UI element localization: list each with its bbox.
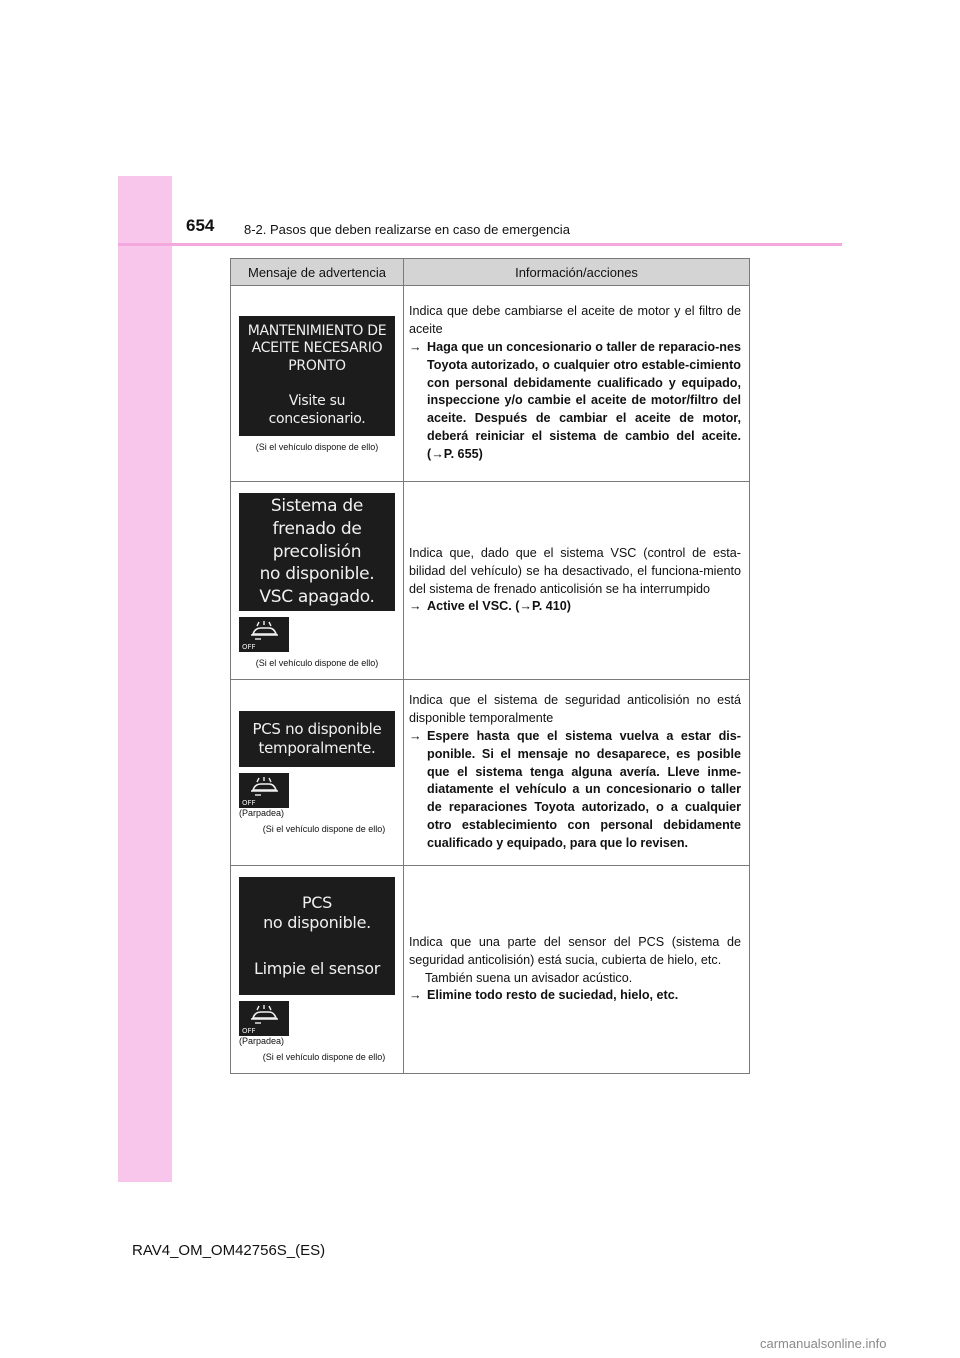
- table-row: [231, 680, 750, 866]
- side-color-band: [118, 176, 172, 1182]
- display-line: Visite su: [288, 393, 346, 410]
- arrow-icon: →: [409, 729, 422, 743]
- display-line: no disponible.: [259, 564, 375, 585]
- action-text: Active el VSC. (→P. 410): [427, 599, 571, 614]
- arrow-icon: →: [409, 340, 422, 354]
- table-row: [231, 482, 750, 680]
- availability-caption: (Si el vehículo dispone de ello): [255, 441, 379, 452]
- arrow-icon: →: [409, 988, 422, 1003]
- blink-label: (Parpadea): [239, 1036, 285, 1046]
- warning-message-cell: [231, 482, 404, 680]
- info-cell: [404, 680, 750, 866]
- table-header-row: [231, 259, 750, 286]
- action-item: [409, 339, 741, 464]
- display-line: no disponible.: [263, 913, 371, 932]
- availability-caption: (Si el vehículo dispone de ello): [262, 1052, 386, 1062]
- info-cell: [404, 286, 750, 482]
- arrow-icon: →: [409, 599, 422, 614]
- display-line: PCS no disponible: [252, 720, 382, 739]
- watermark: carmanualsonline.info: [760, 1336, 887, 1351]
- pcs-off-icon: [239, 773, 289, 808]
- info-text: Indica que debe cambiarse el aceite de motor y el filtro de aceite: [409, 304, 741, 337]
- document-code: RAV4_OM_OM42756S_(ES): [132, 1242, 326, 1259]
- display-line: precolisión: [272, 541, 362, 562]
- column-header-message: Mensaje de advertencia: [231, 259, 404, 286]
- warning-display-pcs-sensor: [239, 877, 395, 995]
- display-line: PCS: [301, 893, 333, 912]
- display-line: MANTENIMIENTO DE: [247, 322, 387, 339]
- pcs-off-icon: [239, 617, 289, 652]
- action-text: Haga que un concesionario o taller de reparacio-nes Toyota autorizado, o cualquier otro estable-cimiento con personal debidamente cualificado y equipado, inspeccione y/o cambie el aceite de motor/filtro del aceite. Después de cambiar el aceite de motor, deberá reiniciar el sistema de cambio del aceite. (→P. 655): [427, 340, 741, 461]
- action-item: [409, 598, 741, 616]
- warning-message-cell: [231, 866, 404, 1074]
- availability-caption: (Si el vehículo dispone de ello): [255, 658, 379, 668]
- display-line: Sistema de: [270, 496, 364, 517]
- warning-message-cell: [231, 286, 404, 482]
- pcs-off-icon: [239, 1001, 289, 1036]
- table-row: [231, 866, 750, 1074]
- action-text: Espere hasta que el sistema vuelva a estar dis-ponible. Si el mensaje no desaparece, es posible que el sistema tenga alguna avería. Lleve inme-diatamente el vehículo a un concesionario o taller de reparaciones Toyota autorizado, o a cualquier otro establecimiento con personal debidamente cualificado y equipado, para que lo revisen.: [427, 729, 741, 850]
- info-text: Indica que el sistema de seguridad anticolisión no está disponible temporalmente: [409, 693, 741, 726]
- warning-display-pcs-vsc: [239, 493, 395, 611]
- info-text: Indica que, dado que el sistema VSC (control de esta-bilidad del vehículo) se ha desactivado, el funciona-miento del sistema de frenado anticolisión se ha interrumpido: [409, 545, 741, 596]
- availability-caption: (Si el vehículo dispone de ello): [262, 824, 386, 834]
- display-line: concesionario.: [268, 410, 366, 427]
- display-line: ACEITE NECESARIO: [251, 340, 383, 357]
- warning-message-cell: [231, 680, 404, 866]
- display-line: Limpie el sensor: [253, 959, 381, 978]
- icon-off-label: OFF: [242, 643, 256, 651]
- icon-off-label: OFF: [242, 799, 256, 807]
- info-cell: [404, 866, 750, 1074]
- action-text: Elimine todo resto de suciedad, hielo, etc.: [427, 988, 679, 1003]
- info-extra-text: También suena un avisador acústico.: [425, 970, 633, 985]
- info-text: Indica que una parte del sensor del PCS (sistema de seguridad anticolisión) está sucia, cubierta de hielo, etc.: [409, 934, 741, 967]
- warning-message-table: [230, 258, 750, 1074]
- display-line: VSC apagado.: [259, 587, 375, 608]
- table-row: [231, 286, 750, 482]
- warning-display-pcs-temp: [239, 711, 395, 767]
- page-number: 654: [186, 216, 215, 235]
- header-rule: [118, 243, 842, 246]
- blink-label: (Parpadea): [239, 808, 285, 818]
- action-item: [409, 728, 741, 853]
- column-header-info: Información/acciones: [404, 259, 750, 286]
- section-title: 8-2. Pasos que deben realizarse en caso de emergencia: [244, 222, 570, 237]
- action-item: [409, 987, 741, 1005]
- display-line: temporalmente.: [258, 739, 376, 757]
- warning-display-oil: [239, 316, 395, 436]
- display-line: frenado de: [272, 518, 362, 539]
- icon-off-label: OFF: [242, 1027, 256, 1035]
- display-line: PRONTO: [288, 357, 346, 374]
- info-cell: [404, 482, 750, 680]
